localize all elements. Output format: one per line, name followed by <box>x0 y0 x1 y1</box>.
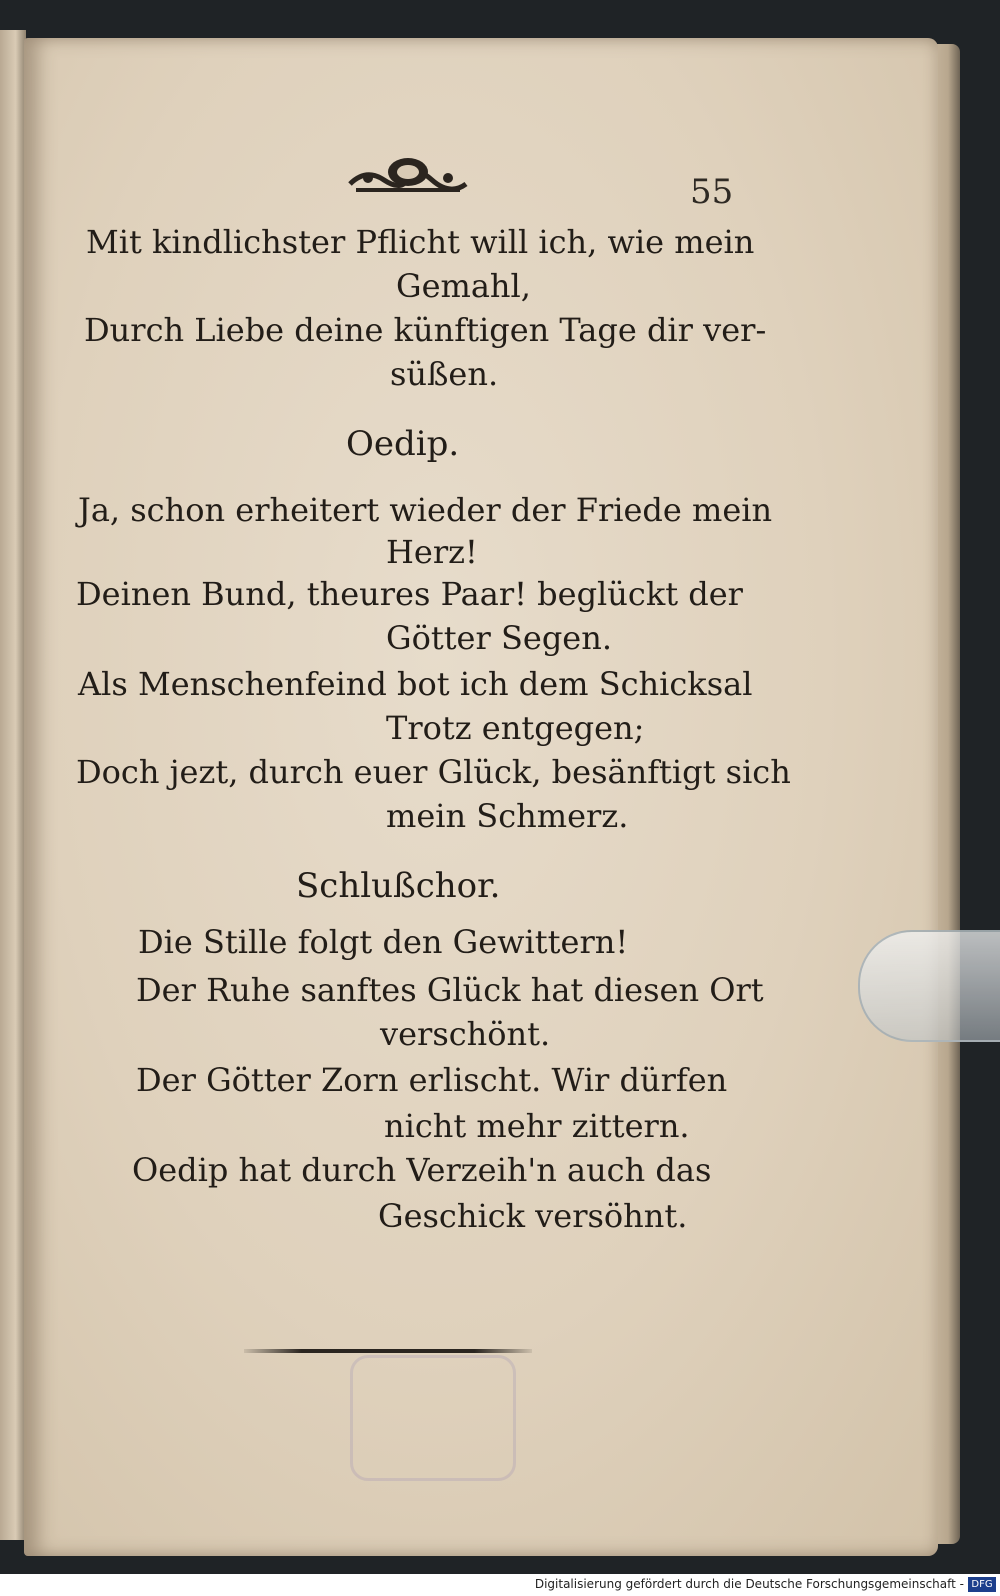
dfg-logo: DFG <box>968 1577 996 1592</box>
text-line: Deinen Bund, theures Paar! beglückt der <box>76 575 743 613</box>
speaker-heading: Oedip. <box>346 424 460 464</box>
text-line: mein Schmerz. <box>386 797 629 835</box>
text-line: Gemahl, <box>396 267 531 305</box>
text-line: Mit kindlichster Pflicht will ich, wie mein <box>86 223 755 261</box>
text-line: Der Ruhe sanftes Glück hat diesen Ort <box>136 971 764 1009</box>
page-number: 55 <box>690 172 734 212</box>
text-line: verschönt. <box>380 1015 551 1053</box>
speaker-heading: Schlußchor. <box>296 866 501 906</box>
text-line: Doch jezt, durch euer Glück, besänftigt sich <box>76 753 791 791</box>
text-line: nicht mehr zittern. <box>384 1107 690 1145</box>
text-line: Die Stille folgt den Gewittern! <box>138 923 629 961</box>
footer-bar <box>0 1574 1000 1596</box>
text-line: Der Götter Zorn erlischt. Wir dürfen <box>136 1061 728 1099</box>
text-line: Als Menschenfeind bot ich dem Schicksal <box>78 665 753 703</box>
funding-notice: Digitalisierung gefördert durch die Deutsche Forschungsgemeinschaft - <box>534 1577 964 1591</box>
text-line: Durch Liebe deine künftigen Tage dir ver- <box>84 311 767 349</box>
text-line: Herz! <box>386 533 478 571</box>
text-line: Ja, schon erheitert wieder der Friede mein <box>78 491 773 529</box>
end-rule <box>244 1349 532 1353</box>
text-line: Trotz entgegen; <box>386 709 645 747</box>
text-line: Oedip hat durch Verzeih'n auch das <box>132 1151 712 1189</box>
text-line: süßen. <box>390 355 499 393</box>
text-line: Geschick versöhnt. <box>378 1197 688 1235</box>
text-line: Götter Segen. <box>386 619 613 657</box>
